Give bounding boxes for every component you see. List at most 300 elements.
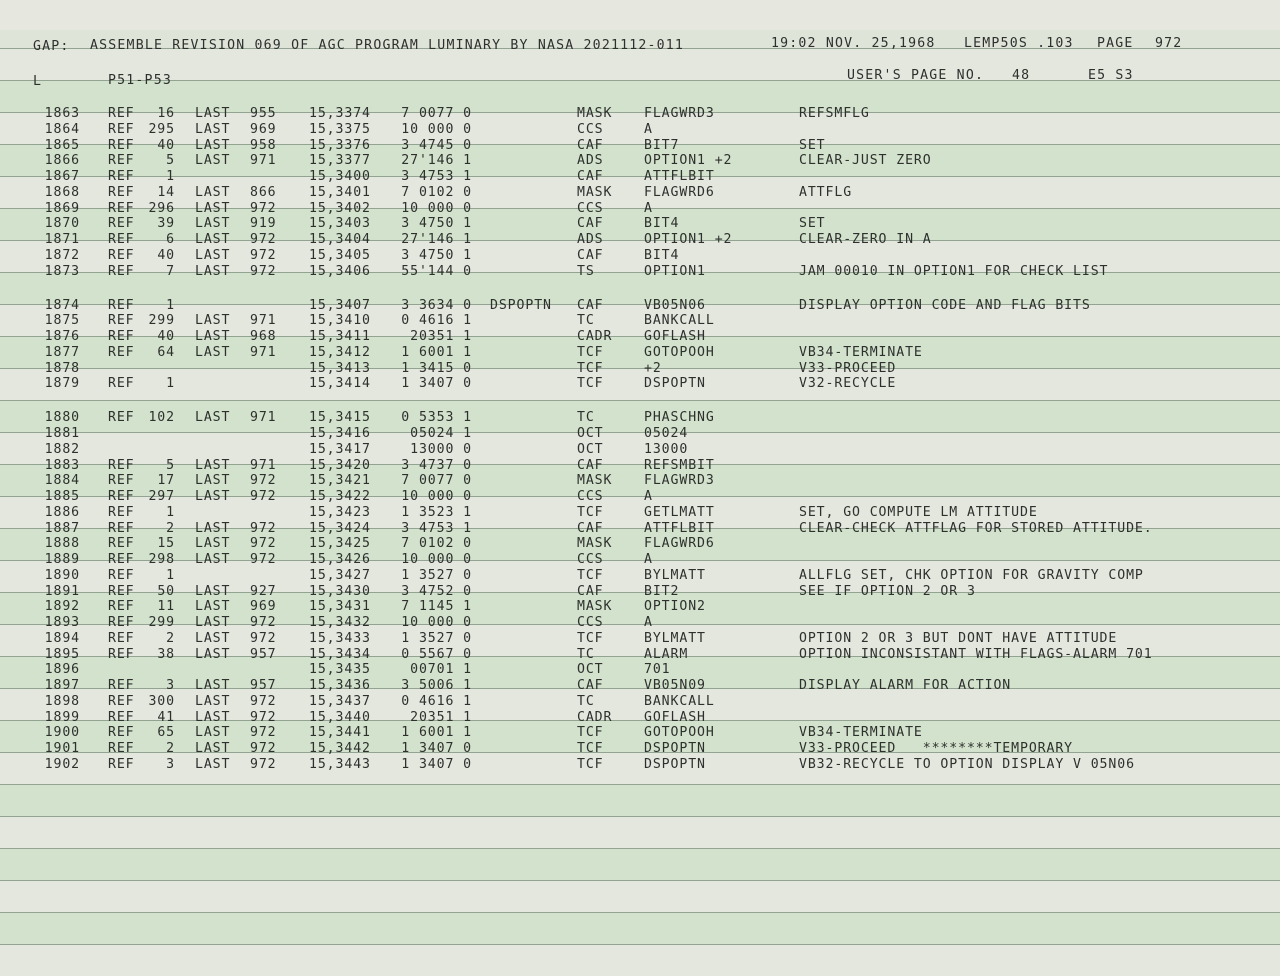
ref-count: 16 <box>157 106 175 121</box>
paper-band <box>0 784 1280 816</box>
comment: VB32-RECYCLE TO OPTION DISPLAY V 05N06 <box>799 757 1135 772</box>
paper-rule <box>0 496 1280 497</box>
opcode: OCT <box>577 426 604 441</box>
line-number: 1883 <box>44 458 80 473</box>
ref-count: 65 <box>157 725 175 740</box>
last-keyword: LAST <box>195 458 231 473</box>
last-keyword: LAST <box>195 536 231 551</box>
paper-band <box>0 144 1280 176</box>
last-keyword: LAST <box>195 106 231 121</box>
last-page: 972 <box>250 757 277 772</box>
operand: FLAGWRD3 <box>644 473 715 488</box>
operand: GOFLASH <box>644 329 706 344</box>
address: 15,3416 <box>309 426 371 441</box>
last-keyword: LAST <box>195 631 231 646</box>
opcode: ADS <box>577 232 604 247</box>
last-keyword: LAST <box>195 725 231 740</box>
operand: REFSMBIT <box>644 458 715 473</box>
comment: SET <box>799 138 826 153</box>
address: 15,3431 <box>309 599 371 614</box>
address: 15,3410 <box>309 313 371 328</box>
address: 15,3375 <box>309 122 371 137</box>
octal-word: 3 3634 0 <box>401 298 472 313</box>
ref-keyword: REF <box>108 201 135 216</box>
ref-count: 1 <box>166 298 175 313</box>
address: 15,3374 <box>309 106 371 121</box>
line-number: 1889 <box>44 552 80 567</box>
last-keyword: LAST <box>195 264 231 279</box>
line-number: 1871 <box>44 232 80 247</box>
ref-count: 5 <box>166 153 175 168</box>
operand: OPTION2 <box>644 599 706 614</box>
last-page: 972 <box>250 694 277 709</box>
last-keyword: LAST <box>195 741 231 756</box>
last-keyword: LAST <box>195 473 231 488</box>
opcode: TCF <box>577 725 604 740</box>
comment: JAM 00010 IN OPTION1 FOR CHECK LIST <box>799 264 1109 279</box>
operand: BIT2 <box>644 584 680 599</box>
last-page: 968 <box>250 329 277 344</box>
operand: OPTION1 +2 <box>644 232 733 247</box>
last-page: 972 <box>250 725 277 740</box>
address: 15,3407 <box>309 298 371 313</box>
operand: DSPOPTN <box>644 376 706 391</box>
comment: DISPLAY OPTION CODE AND FLAG BITS <box>799 298 1091 313</box>
last-page: 972 <box>250 248 277 263</box>
line-number: 1887 <box>44 521 80 536</box>
ref-count: 11 <box>157 599 175 614</box>
octal-word: 0 4616 1 <box>401 313 472 328</box>
last-page: 957 <box>250 647 277 662</box>
paper-band <box>0 80 1280 112</box>
operand: BIT4 <box>644 216 680 231</box>
operand: VB05N06 <box>644 298 706 313</box>
line-number: 1875 <box>44 313 80 328</box>
last-page: 958 <box>250 138 277 153</box>
address: 15,3430 <box>309 584 371 599</box>
last-page: 971 <box>250 153 277 168</box>
address: 15,3401 <box>309 185 371 200</box>
octal-word: 1 6001 1 <box>401 725 472 740</box>
last-keyword: LAST <box>195 757 231 772</box>
ref-keyword: REF <box>108 248 135 263</box>
opcode: CCS <box>577 122 604 137</box>
operand: DSPOPTN <box>644 741 706 756</box>
paper-rule <box>0 944 1280 945</box>
line-number: 1894 <box>44 631 80 646</box>
last-keyword: LAST <box>195 710 231 725</box>
last-page: 957 <box>250 678 277 693</box>
comment: ATTFLG <box>799 185 853 200</box>
line-number: 1899 <box>44 710 80 725</box>
paper-band <box>0 912 1280 944</box>
paper-band <box>0 112 1280 144</box>
address: 15,3406 <box>309 264 371 279</box>
address: 15,3423 <box>309 505 371 520</box>
line-number: 1888 <box>44 536 80 551</box>
octal-word: 13000 0 <box>410 442 472 457</box>
ref-count: 6 <box>166 232 175 247</box>
last-keyword: LAST <box>195 201 231 216</box>
last-keyword: LAST <box>195 694 231 709</box>
listing-ident: LEMP50S .103 <box>964 36 1074 51</box>
last-keyword: LAST <box>195 647 231 662</box>
last-page: 866 <box>250 185 277 200</box>
octal-word: 7 0102 0 <box>401 185 472 200</box>
paper-band <box>0 880 1280 912</box>
operand: 701 <box>644 662 671 677</box>
paper-band <box>0 688 1280 720</box>
ref-count: 3 <box>166 678 175 693</box>
paper-rule <box>0 336 1280 337</box>
line-number: 1890 <box>44 568 80 583</box>
octal-word: 00701 1 <box>410 662 472 677</box>
last-page: 971 <box>250 410 277 425</box>
last-page: 969 <box>250 122 277 137</box>
last-keyword: LAST <box>195 489 231 504</box>
paper-rule <box>0 816 1280 817</box>
line-number: 1868 <box>44 185 80 200</box>
ref-keyword: REF <box>108 505 135 520</box>
address: 15,3411 <box>309 329 371 344</box>
last-page: 971 <box>250 458 277 473</box>
ref-count: 39 <box>157 216 175 231</box>
operand: A <box>644 489 653 504</box>
ref-keyword: REF <box>108 458 135 473</box>
ref-keyword: REF <box>108 410 135 425</box>
ref-keyword: REF <box>108 568 135 583</box>
last-keyword: LAST <box>195 599 231 614</box>
address: 15,3441 <box>309 725 371 740</box>
opcode: MASK <box>577 599 613 614</box>
comment: SET <box>799 216 826 231</box>
comment: ALLFLG SET, CHK OPTION FOR GRAVITY COMP <box>799 568 1144 583</box>
operand: BYLMATT <box>644 568 706 583</box>
ref-keyword: REF <box>108 298 135 313</box>
opcode: CAF <box>577 458 604 473</box>
address: 15,3414 <box>309 376 371 391</box>
line-number: 1901 <box>44 741 80 756</box>
ref-keyword: REF <box>108 169 135 184</box>
address: 15,3437 <box>309 694 371 709</box>
ref-count: 40 <box>157 329 175 344</box>
ref-count: 38 <box>157 647 175 662</box>
paper-rule <box>0 720 1280 721</box>
address: 15,3376 <box>309 138 371 153</box>
operand: ATTFLBIT <box>644 169 715 184</box>
ref-keyword: REF <box>108 232 135 247</box>
line-number: 1865 <box>44 138 80 153</box>
last-keyword: LAST <box>195 216 231 231</box>
section-code: E5 S3 <box>1088 68 1134 83</box>
address: 15,3403 <box>309 216 371 231</box>
ref-keyword: REF <box>108 757 135 772</box>
opcode: CAF <box>577 584 604 599</box>
opcode: TCF <box>577 757 604 772</box>
line-number: 1864 <box>44 122 80 137</box>
opcode: MASK <box>577 185 613 200</box>
opcode: CAF <box>577 678 604 693</box>
last-keyword: LAST <box>195 345 231 360</box>
paper-rule <box>0 368 1280 369</box>
opcode: CCS <box>577 201 604 216</box>
line-number: 1869 <box>44 201 80 216</box>
ref-keyword: REF <box>108 138 135 153</box>
ref-keyword: REF <box>108 329 135 344</box>
octal-word: 3 4737 0 <box>401 458 472 473</box>
address: 15,3412 <box>309 345 371 360</box>
paper-band <box>0 176 1280 208</box>
last-page: 927 <box>250 584 277 599</box>
address: 15,3415 <box>309 410 371 425</box>
operand: GOTOPOOH <box>644 725 715 740</box>
opcode: CAF <box>577 521 604 536</box>
ref-count: 299 <box>148 313 175 328</box>
user-page-number: 48 <box>1012 68 1031 83</box>
address: 15,3402 <box>309 201 371 216</box>
paper-band <box>0 464 1280 496</box>
octal-word: 7 0102 0 <box>401 536 472 551</box>
line-number: 1880 <box>44 410 80 425</box>
ref-keyword: REF <box>108 376 135 391</box>
ref-keyword: REF <box>108 552 135 567</box>
paper-rule <box>0 624 1280 625</box>
opcode: TCF <box>577 361 604 376</box>
paper-band <box>0 336 1280 368</box>
octal-word: 1 3407 0 <box>401 741 472 756</box>
last-page: 972 <box>250 232 277 247</box>
opcode: CAF <box>577 138 604 153</box>
octal-word: 1 6001 1 <box>401 345 472 360</box>
ref-count: 15 <box>157 536 175 551</box>
ref-keyword: REF <box>108 106 135 121</box>
address: 15,3420 <box>309 458 371 473</box>
line-number: 1902 <box>44 757 80 772</box>
paper-rule <box>0 592 1280 593</box>
octal-word: 05024 1 <box>410 426 472 441</box>
ref-keyword: REF <box>108 122 135 137</box>
paper-rule <box>0 144 1280 145</box>
paper-rule <box>0 432 1280 433</box>
ref-count: 14 <box>157 185 175 200</box>
line-number: 1878 <box>44 361 80 376</box>
ref-count: 299 <box>148 615 175 630</box>
operand: FLAGWRD3 <box>644 106 715 121</box>
octal-word: 3 4752 0 <box>401 584 472 599</box>
opcode: MASK <box>577 536 613 551</box>
opcode: CADR <box>577 710 613 725</box>
paper-rule <box>0 688 1280 689</box>
ref-keyword: REF <box>108 536 135 551</box>
octal-word: 10 000 0 <box>401 122 472 137</box>
opcode: TCF <box>577 345 604 360</box>
comment: SET, GO COMPUTE LM ATTITUDE <box>799 505 1038 520</box>
octal-word: 1 3415 0 <box>401 361 472 376</box>
ref-keyword: REF <box>108 216 135 231</box>
octal-word: 0 4616 1 <box>401 694 472 709</box>
last-page: 972 <box>250 552 277 567</box>
paper-band <box>0 432 1280 464</box>
paper-band <box>0 848 1280 880</box>
operand: FLAGWRD6 <box>644 185 715 200</box>
opcode: CAF <box>577 298 604 313</box>
address: 15,3421 <box>309 473 371 488</box>
operand: BANKCALL <box>644 313 715 328</box>
address: 15,3404 <box>309 232 371 247</box>
line-number: 1895 <box>44 647 80 662</box>
octal-word: 20351 1 <box>410 710 472 725</box>
listing-paper <box>0 30 1280 970</box>
line-number: 1884 <box>44 473 80 488</box>
ref-keyword: REF <box>108 153 135 168</box>
ref-count: 296 <box>148 201 175 216</box>
comment: CLEAR-ZERO IN A <box>799 232 932 247</box>
operand: A <box>644 122 653 137</box>
address: 15,3442 <box>309 741 371 756</box>
operand: VB05N09 <box>644 678 706 693</box>
listing-title: ASSEMBLE REVISION 069 OF AGC PROGRAM LUMINARY BY NASA 2021112-011 <box>90 38 685 53</box>
opcode: TS <box>577 264 595 279</box>
last-keyword: LAST <box>195 248 231 263</box>
address: 15,3417 <box>309 442 371 457</box>
paper-band <box>0 400 1280 432</box>
ref-count: 1 <box>166 376 175 391</box>
octal-word: 20351 1 <box>410 329 472 344</box>
operand: OPTION1 <box>644 264 706 279</box>
paper-rule <box>0 400 1280 401</box>
octal-word: 0 5567 0 <box>401 647 472 662</box>
line-number: 1891 <box>44 584 80 599</box>
listing-timestamp: 19:02 NOV. 25,1968 <box>771 36 936 51</box>
paper-rule <box>0 464 1280 465</box>
opcode: TC <box>577 647 595 662</box>
opcode: CAF <box>577 248 604 263</box>
last-keyword: LAST <box>195 232 231 247</box>
ref-count: 3 <box>166 757 175 772</box>
ref-keyword: REF <box>108 489 135 504</box>
last-keyword: LAST <box>195 410 231 425</box>
paper-band <box>0 592 1280 624</box>
line-number: 1882 <box>44 442 80 457</box>
opcode: TC <box>577 410 595 425</box>
last-keyword: LAST <box>195 138 231 153</box>
page-label: PAGE <box>1097 36 1134 51</box>
ref-keyword: REF <box>108 264 135 279</box>
octal-word: 10 000 0 <box>401 201 472 216</box>
comment: REFSMFLG <box>799 106 870 121</box>
comment: SEE IF OPTION 2 OR 3 <box>799 584 976 599</box>
paper-band <box>0 944 1280 976</box>
line-number: 1879 <box>44 376 80 391</box>
paper-rule <box>0 784 1280 785</box>
ref-keyword: REF <box>108 710 135 725</box>
opcode: TCF <box>577 741 604 756</box>
paper-rule <box>0 176 1280 177</box>
octal-word: 3 4750 1 <box>401 216 472 231</box>
section-label: P51-P53 <box>108 73 172 88</box>
opcode: MASK <box>577 106 613 121</box>
opcode: CCS <box>577 552 604 567</box>
ref-count: 40 <box>157 248 175 263</box>
comment: CLEAR-CHECK ATTFLAG FOR STORED ATTITUDE. <box>799 521 1153 536</box>
ref-count: 40 <box>157 138 175 153</box>
paper-rule <box>0 112 1280 113</box>
ref-keyword: REF <box>108 741 135 756</box>
last-keyword: LAST <box>195 185 231 200</box>
last-page: 972 <box>250 615 277 630</box>
address: 15,3443 <box>309 757 371 772</box>
ref-keyword: REF <box>108 725 135 740</box>
paper-rule <box>0 912 1280 913</box>
address: 15,3433 <box>309 631 371 646</box>
operand: ALARM <box>644 647 689 662</box>
ref-count: 41 <box>157 710 175 725</box>
ref-count: 5 <box>166 458 175 473</box>
opcode: CCS <box>577 489 604 504</box>
ref-count: 17 <box>157 473 175 488</box>
line-number: 1885 <box>44 489 80 504</box>
paper-rule <box>0 880 1280 881</box>
line-number: 1897 <box>44 678 80 693</box>
operand: 05024 <box>644 426 689 441</box>
paper-rule <box>0 560 1280 561</box>
octal-word: 3 4745 0 <box>401 138 472 153</box>
last-page: 972 <box>250 473 277 488</box>
last-keyword: LAST <box>195 153 231 168</box>
last-page: 972 <box>250 201 277 216</box>
octal-word: 7 0077 0 <box>401 473 472 488</box>
ref-count: 64 <box>157 345 175 360</box>
ref-count: 102 <box>148 410 175 425</box>
ref-count: 1 <box>166 568 175 583</box>
address: 15,3434 <box>309 647 371 662</box>
ref-keyword: REF <box>108 647 135 662</box>
operand: GOTOPOOH <box>644 345 715 360</box>
user-page-label: USER'S PAGE NO. <box>847 68 985 83</box>
opcode: TCF <box>577 376 604 391</box>
opcode: ADS <box>577 153 604 168</box>
opcode: OCT <box>577 442 604 457</box>
last-page: 972 <box>250 710 277 725</box>
last-page: 972 <box>250 741 277 756</box>
octal-word: 1 3407 0 <box>401 376 472 391</box>
opcode: TCF <box>577 631 604 646</box>
left-letter: L <box>33 74 43 89</box>
comment: V33-PROCEED ********TEMPORARY <box>799 741 1074 756</box>
opcode: TCF <box>577 568 604 583</box>
opcode: CAF <box>577 169 604 184</box>
line-number: 1863 <box>44 106 80 121</box>
ref-count: 50 <box>157 584 175 599</box>
operand: FLAGWRD6 <box>644 536 715 551</box>
address: 15,3432 <box>309 615 371 630</box>
octal-word: 1 3527 0 <box>401 568 472 583</box>
last-page: 972 <box>250 631 277 646</box>
address: 15,3440 <box>309 710 371 725</box>
operand: A <box>644 201 653 216</box>
opcode: CAF <box>577 216 604 231</box>
octal-word: 3 4753 1 <box>401 521 472 536</box>
line-number: 1886 <box>44 505 80 520</box>
gap-label: GAP: <box>33 39 70 54</box>
comment: OPTION 2 OR 3 BUT DONT HAVE ATTITUDE <box>799 631 1118 646</box>
line-number: 1876 <box>44 329 80 344</box>
address: 15,3436 <box>309 678 371 693</box>
line-number: 1867 <box>44 169 80 184</box>
operand: BYLMATT <box>644 631 706 646</box>
comment: V33-PROCEED <box>799 361 897 376</box>
last-page: 972 <box>250 536 277 551</box>
